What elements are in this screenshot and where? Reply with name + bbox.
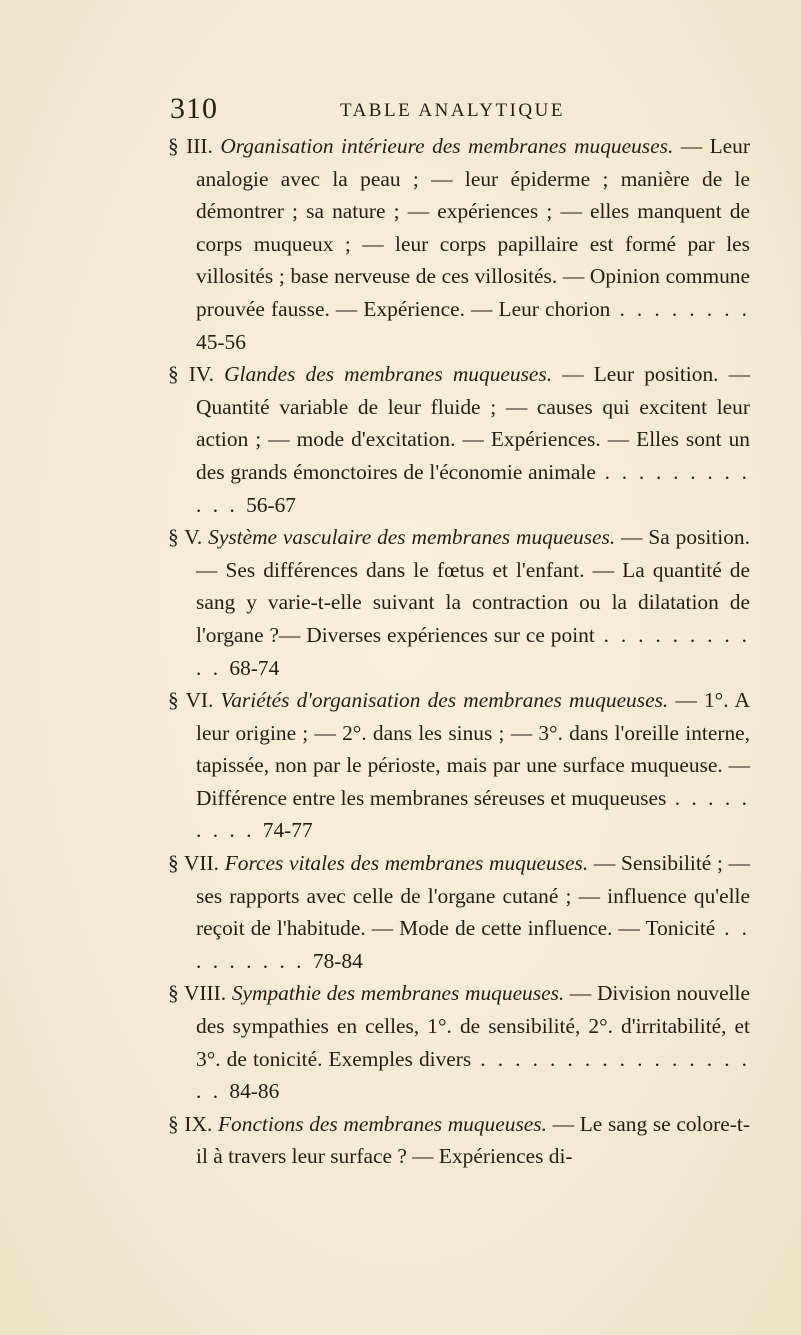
dot-leader: . . . . . . . . .	[196, 916, 751, 973]
table-of-contents	[168, 130, 750, 1173]
page-range: 56-67	[246, 492, 296, 517]
toc-entry	[168, 684, 750, 847]
page-range: 68-74	[229, 655, 280, 680]
toc-entry	[168, 847, 750, 977]
page-range: 45-56	[196, 329, 246, 354]
section-number: § IX.	[168, 1111, 213, 1136]
dot-leader: . . . . . . . . . . . . . . . . . .	[196, 1046, 750, 1104]
toc-entry	[168, 521, 750, 684]
toc-entry	[168, 130, 750, 358]
section-summary: — Sensibilité ; — ses rapports avec celle de l'organe cutané ; — influence qu'elle reçoit de l'habitude. — Mode de cette influence. — Tonicité	[196, 851, 750, 941]
section-title: Variétés d'organisation des membranes muqueuses.	[220, 688, 669, 713]
page-number: 310	[170, 92, 218, 125]
section-title: Fonctions des membranes muqueuses.	[217, 1111, 547, 1136]
section-summary: — Leur analogie avec la peau ; — leur épiderme ; manière de le démontrer ; sa nature ; — expériences ; — elles manquent de corps muqueux ; — leur corps papillaire est formé par les villosités ; base nerveuse de ces villosités. — Opinion commune prouvée fausse. — Expérience. — Leur chorion	[196, 134, 750, 321]
section-title: Organisation intérieure des membranes muqueuses.	[220, 134, 674, 158]
dot-leader: . . . . . . . . . . . .	[196, 459, 750, 517]
toc-entry	[168, 977, 750, 1107]
dot-leader: . . . . . . . .	[610, 296, 750, 321]
dot-leader: . . . . . . . . . . .	[196, 622, 750, 680]
section-number: § VIII.	[168, 981, 227, 1006]
section-summary: — Le sang se colore-t-il à travers leur surface ? — Expériences di-	[196, 1111, 750, 1169]
section-number: § VII.	[168, 851, 220, 876]
section-summary: — Sa position. — Ses différences dans le fœtus et l'enfant. — La quantité de sang y varie-t-elle suivant la contraction ou la dilatation de l'organe ?— Diverses expériences sur ce point	[196, 525, 750, 647]
section-summary: — 1°. A leur origine ; — 2°. dans les sinus ; — 3°. dans l'oreille interne, tapissée, non par le périoste, mais par une surface muqueuse. — Différence entre les membranes séreuses et muqueuses	[196, 688, 750, 810]
dot-leader: . . . . . . . . .	[196, 785, 751, 843]
section-number: § III.	[168, 134, 213, 158]
section-number: § VI.	[168, 688, 214, 713]
section-title: Sympathie des membranes muqueuses.	[231, 981, 565, 1006]
running-title: TABLE ANALYTIQUE	[340, 100, 565, 121]
section-summary: — Leur position. — Quantité variable de leur fluide ; — causes qui excitent leur action ; — mode d'excitation. — Expériences. — Elles sont un des grands émonctoires de l'économie animale	[196, 362, 750, 484]
page-range: 78-84	[312, 948, 363, 973]
section-summary: — Division nouvelle des sympathies en celles, 1°. de sensibilité, 2°. d'irritabilité, et 3°. de tonicité. Exemples divers	[196, 981, 750, 1071]
page-header	[170, 92, 710, 132]
page-range: 84-86	[229, 1079, 280, 1104]
section-title: Système vasculaire des membranes muqueuses.	[208, 525, 616, 550]
toc-entry	[168, 358, 750, 521]
section-title: Forces vitales des membranes muqueuses.	[224, 851, 589, 876]
section-number: § V.	[168, 525, 203, 550]
toc-entry	[168, 1108, 750, 1173]
section-number: § IV.	[168, 362, 214, 387]
section-title: Glandes des membranes muqueuses.	[224, 362, 553, 387]
page-range: 74-77	[262, 818, 313, 843]
